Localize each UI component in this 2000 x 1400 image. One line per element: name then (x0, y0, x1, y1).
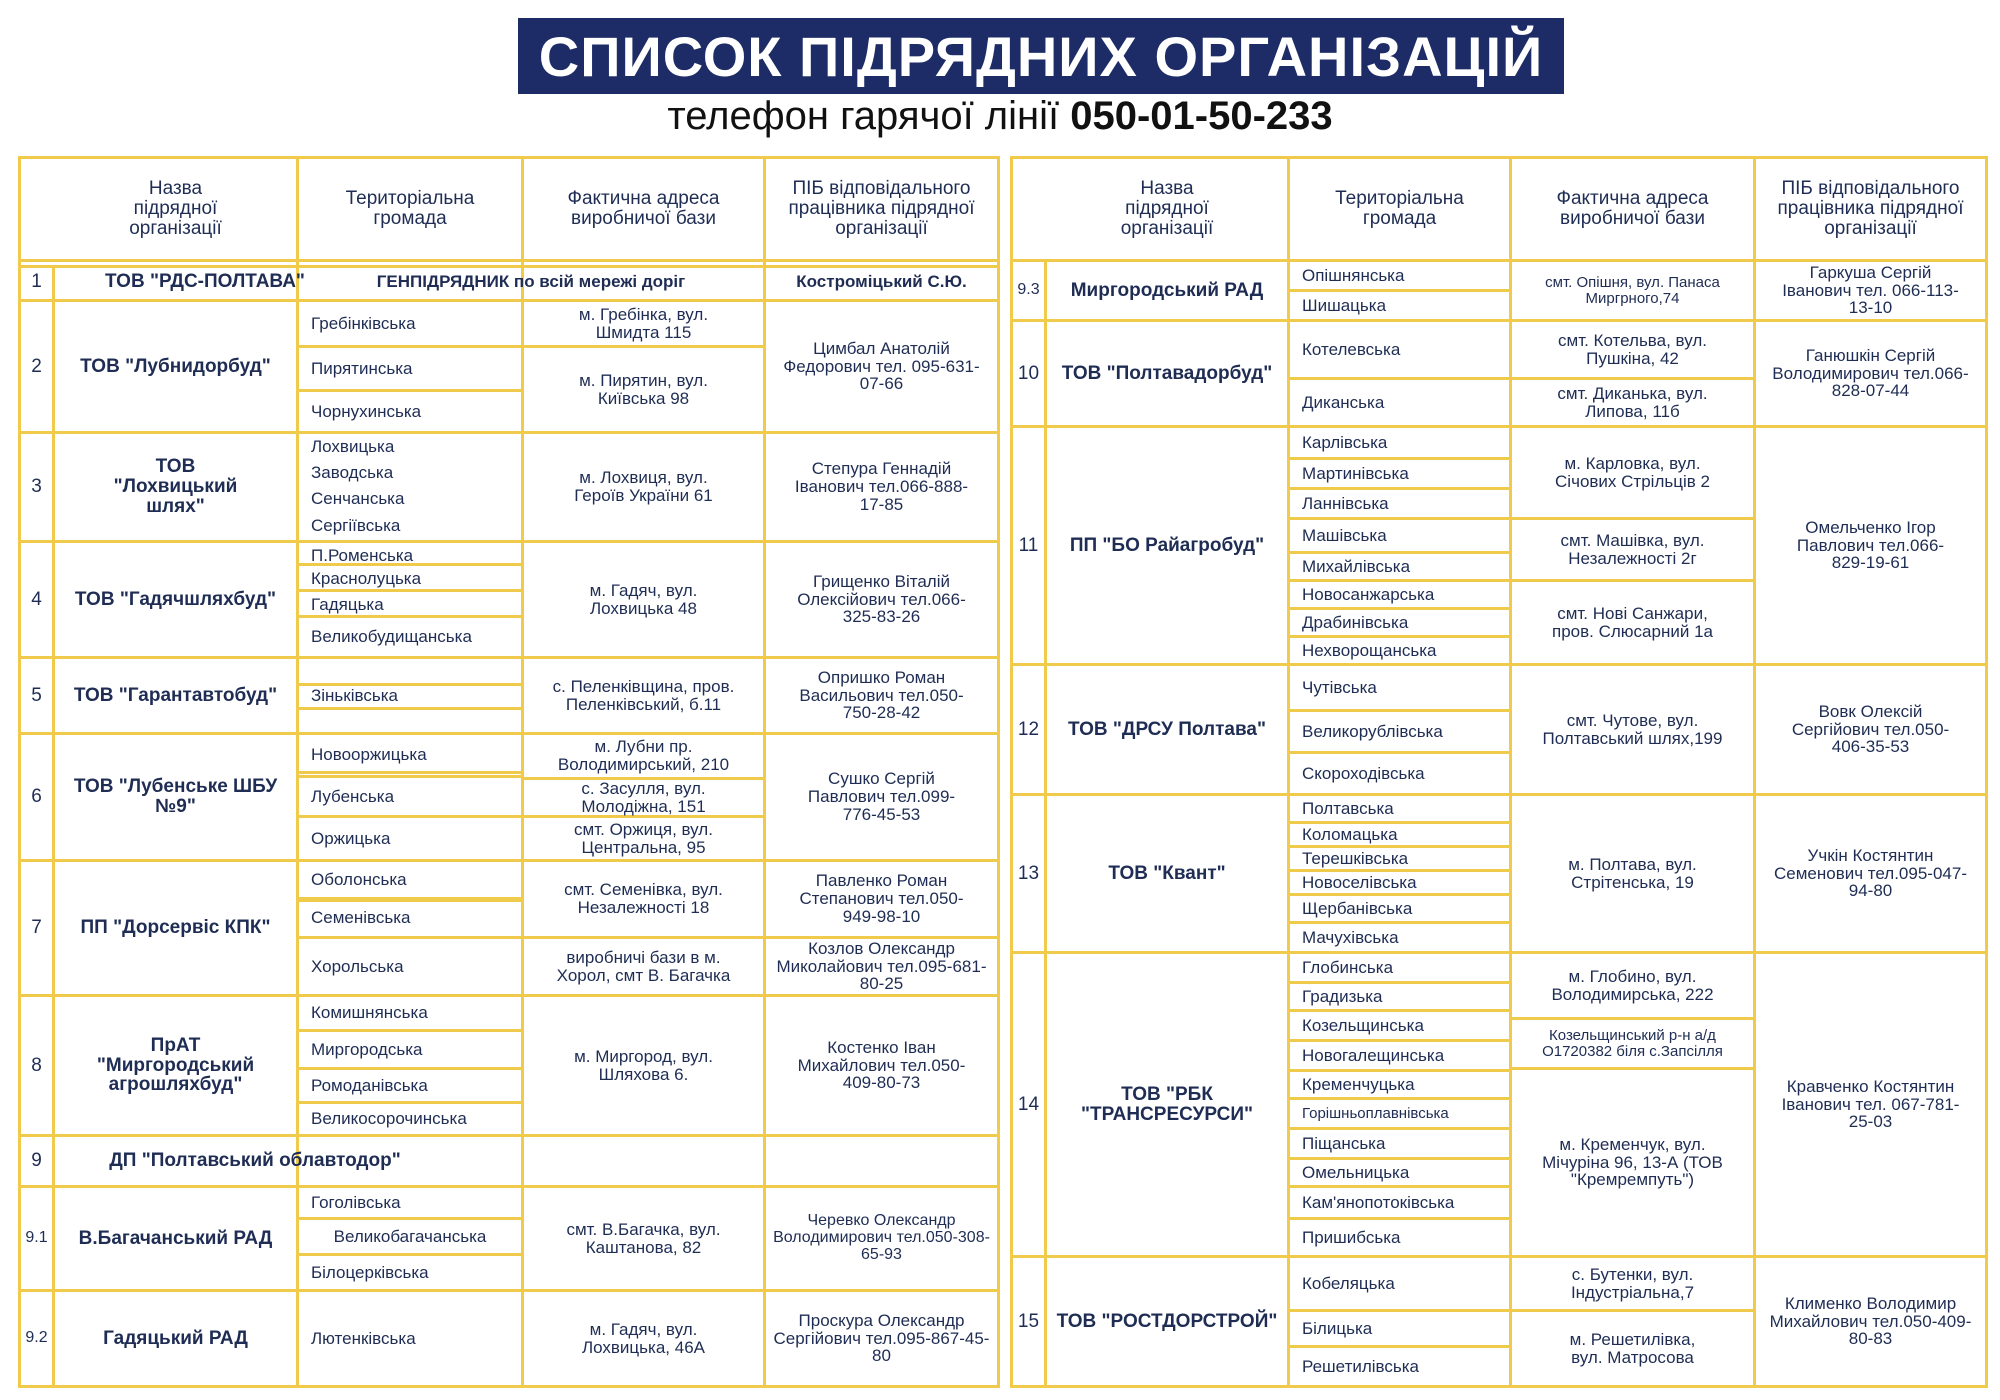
org-name: ТОВ "Лохвицький шлях" (113, 456, 238, 517)
community: Омельницька (1302, 1162, 1410, 1182)
row-number: 8 (31, 1054, 42, 1076)
address: смт. Машівка, вул. Незалежності 2г (1560, 530, 1705, 568)
community: Мачухівська (1302, 927, 1399, 947)
org-name: ТОВ "Лубенське ШБУ №9" (73, 776, 278, 817)
org-name: ТОВ "Лубнидорбуд" (80, 355, 271, 377)
address: смт. Диканька, вул. Липова, 11б (1557, 383, 1708, 421)
responsible-person: Вовк Олексій Сергійович тел.050-406-35-53 (1791, 701, 1950, 757)
org-name: ТОВ "Гадячшляхбуд" (74, 588, 277, 610)
address: Козельщинський р-н а/д О1720382 біля с.Запсілля (1542, 1026, 1723, 1060)
org-name: Гадяцький РАД (103, 1327, 248, 1349)
community: Карлівська (1302, 432, 1388, 452)
community: Білицька (1302, 1318, 1373, 1338)
row-number: 13 (1017, 862, 1040, 884)
row-number: 14 (1017, 1093, 1040, 1115)
community: Сенчанська (311, 489, 405, 509)
community: Скороходівська (1302, 763, 1425, 783)
community: Піщанська (1302, 1133, 1386, 1153)
community: Машівська (1302, 525, 1387, 545)
responsible-person: Кравченко Костянтин Іванович тел. 067-781-25-03 (1781, 1076, 1960, 1132)
responsible-person: Сушко Сергій Павлович тел.099-776-45-53 (807, 769, 956, 824)
row-number: 11 (1018, 534, 1039, 556)
address: с. Пеленківщина, пров. Пеленківський, б.11 (552, 676, 735, 714)
row-number: 9.1 (25, 1229, 48, 1247)
org-name: ПрАТ "Миргородський агрошляхбуд" (96, 1034, 255, 1096)
community: Оржицька (311, 828, 391, 848)
header-person: ПІБ відповідального працівника підрядної організації (788, 178, 975, 239)
address: м. Глобино, вул. Володимирська, 222 (1551, 966, 1714, 1004)
community: Великобудищанська (311, 627, 472, 647)
community: Михайлівська (1302, 556, 1411, 576)
row-number: 10 (1017, 362, 1040, 384)
org-name: ПП "Дорсервіс КПК" (80, 917, 271, 939)
address: м. Гадяч, вул. Лохвицька 48 (589, 580, 698, 618)
community: Сергіївська (311, 516, 401, 536)
header-address: Фактична адреса виробничої бази (1556, 188, 1709, 229)
community: Білоцерківська (311, 1262, 429, 1282)
community: Новосанжарська (1302, 584, 1435, 604)
responsible-person: Грищенко Віталій Олексійович тел.066-325-83-26 (797, 571, 966, 627)
address: смт. Нові Санжари, пров. Слюсарний 1а (1552, 603, 1713, 641)
community: Чорнухинська (311, 401, 422, 421)
row-number: 3 (31, 476, 42, 498)
community: Диканська (1302, 392, 1385, 412)
address: виробничі бази в м. Хорол, смт В. Багачка (556, 947, 731, 985)
row-number: 12 (1017, 718, 1040, 740)
address: смт. Семенівка, вул. Незалежності 18 (564, 880, 723, 917)
community: Лохвицька (311, 437, 395, 457)
hotline-number: 050-01-50-233 (1070, 94, 1333, 138)
responsible-person: Костенко Іван Михайлович тел.050-409-80-73 (797, 1037, 966, 1093)
community: Чутівська (1302, 677, 1377, 697)
community: Кременчуцька (1302, 1074, 1415, 1094)
community: Комишнянська (311, 1003, 428, 1023)
org-name: ТОВ "РБК "ТРАНСРЕСУРСИ" (1081, 1083, 1254, 1125)
responsible-person: Учкін Костянтин Семенович тел.095-047-94-80 (1773, 845, 1967, 901)
org-name: ПП "БО Райагробуд" (1069, 534, 1265, 556)
community: Оболонська (311, 869, 407, 889)
community: Лютенківська (311, 1328, 416, 1348)
community: Ромоданівська (311, 1075, 428, 1095)
responsible-person: Опришко Роман Васильович тел.050-750-28-42 (799, 667, 964, 723)
community: ГЕНПІДРЯДНИК по всій мережі доріг (376, 272, 686, 292)
address: смт. Чутове, вул. Полтавський шлях,199 (1542, 710, 1723, 748)
header-name: Назва підрядної організації (129, 178, 222, 239)
community: Градизька (1302, 986, 1383, 1006)
community: Коломацька (1302, 824, 1398, 844)
row-number: 15 (1017, 1310, 1040, 1332)
address: с. Бутенки, вул. Індустріальна,7 (1570, 1264, 1695, 1302)
hotline-label: телефон гарячої лінії (667, 94, 1060, 138)
community: Миргородська (311, 1039, 423, 1059)
community: Семенівська (311, 908, 411, 928)
responsible-person: Козлов Олександр Миколайович тел.095-681-80-25 (776, 938, 987, 994)
community: Кам'янопотоківська (1302, 1192, 1455, 1212)
address: с. Засулля, вул. Молодіжна, 151 (581, 778, 706, 816)
row-number: 5 (31, 684, 42, 706)
community: Гадяцька (311, 595, 384, 615)
address: м. Гадяч, вул. Лохвицька, 46А (581, 1319, 705, 1357)
community: Полтавська (1302, 798, 1394, 818)
community: Пирятинська (311, 358, 413, 378)
community: Козельщинська (1302, 1015, 1424, 1035)
row-number: 2 (31, 355, 42, 377)
community: Глобинська (1302, 957, 1394, 977)
hotline (0, 94, 2000, 139)
row-number: 4 (31, 588, 42, 610)
address: м. Карловка, вул. Січових Стрільців 2 (1555, 453, 1710, 491)
responsible-person: Клименко Володимир Михайлович тел.050-409-80-83 (1769, 1293, 1972, 1349)
community: Великосорочинська (311, 1109, 467, 1129)
address: смт. Котельва, вул. Пушкіна, 42 (1558, 330, 1707, 368)
community: Заводська (311, 463, 394, 483)
responsible-person: Черевко Олександр Володимирович тел.050-308-65-93 (773, 1212, 990, 1263)
community: Великорублівська (1302, 721, 1443, 741)
community: Решетилівська (1302, 1356, 1420, 1376)
address: м. Миргород, вул. Шляхова 6. (574, 1046, 713, 1084)
org-name: ТОВ "Квант" (1108, 862, 1226, 884)
community: Великобагачанська (333, 1226, 487, 1246)
community: Мартинівська (1302, 463, 1409, 483)
address: м. Решетилівка, вул. Матросова (1569, 1329, 1696, 1367)
org-name: ДП "Полтавський облавтодор" (109, 1150, 401, 1172)
address: м. Кременчук, вул. Мічуріна 96, 13-А (ТОВ "Кремремпуть") (1542, 1134, 1723, 1190)
community: Гребінківська (311, 313, 416, 333)
page-title: СПИСОК ПІДРЯДНИХ ОРГАНІЗАЦІЙ (518, 18, 1564, 94)
community: Щербанівська (1302, 898, 1413, 918)
org-name: ТОВ "РДС-ПОЛТАВА" (105, 271, 305, 293)
org-name: В.Багачанський РАД (78, 1227, 273, 1249)
community: Драбинівська (1302, 612, 1409, 632)
community: Кобеляцька (1302, 1273, 1395, 1293)
address: м. Лубни пр. Володимирський, 210 (557, 737, 730, 774)
community: Новооржицька (311, 745, 427, 765)
row-number: 9 (31, 1150, 42, 1172)
org-name: ТОВ "Полтавадорбуд" (1061, 362, 1273, 384)
header-person: ПІБ відповідального працівника підрядної організації (1777, 178, 1964, 239)
row-number: 1 (31, 271, 42, 293)
address: смт. Опішня, вул. Панаса Миргрного,74 (1545, 273, 1720, 307)
row-number: 9.3 (1017, 281, 1040, 299)
community: Зіньківська (311, 685, 398, 705)
header-address: Фактична адреса виробничої бази (567, 188, 720, 229)
org-name: ТОВ "Гарантавтобуд" (73, 684, 278, 706)
community: Котелевська (1302, 339, 1401, 359)
address: м. Лохвиця, вул. Героїв України 61 (574, 468, 713, 505)
address: м. Пирятин, вул. Київська 98 (579, 370, 708, 408)
community: Новогалещинська (1302, 1045, 1445, 1065)
address: м. Гребінка, вул. Шмидта 115 (578, 304, 709, 342)
header-name: Назва підрядної організації (1120, 178, 1214, 239)
community: Краснолуцька (311, 569, 422, 589)
responsible-person: Проскура Олександр Сергійович тел.095-867-45-80 (773, 1310, 990, 1366)
community: Лубенська (311, 786, 395, 806)
header-community: Територіальна громада (1335, 188, 1464, 229)
org-name: ТОВ "ДРСУ Полтава" (1068, 718, 1266, 740)
community: Ланнівська (1302, 493, 1389, 513)
address: смт. В.Багачка, вул. Каштанова, 82 (566, 1219, 721, 1257)
address: смт. Оржиця, вул. Центральна, 95 (574, 819, 713, 857)
row-number: 7 (31, 917, 42, 939)
row-number: 6 (31, 786, 42, 808)
responsible-person: Омельченко Ігор Павлович тел.066-829-19-61 (1796, 517, 1945, 573)
responsible-person: Ганюшкін Сергій Володимирович тел.066-828-07-44 (1772, 345, 1969, 401)
community: Нехворощанська (1302, 640, 1437, 660)
community: Хорольська (311, 956, 404, 976)
address: м. Полтава, вул. Стрітенська, 19 (1568, 854, 1697, 892)
community: П.Роменська (311, 546, 414, 566)
header-community: Територіальна громада (345, 188, 475, 229)
community: Терешківська (1302, 848, 1409, 868)
responsible-person: Гаркуша Сергій Іванович тел. 066-113-13-10 (1782, 262, 1959, 318)
responsible-person: Костроміцький С.Ю. (796, 272, 967, 292)
community: Опішнянська (1302, 265, 1405, 285)
responsible-person: Павленко Роман Степанович тел.050-949-98-10 (799, 871, 964, 926)
responsible-person: Цимбал Анатолій Федорович тел. 095-631-07-66 (783, 338, 980, 394)
left-table (18, 156, 1000, 1388)
community: Шишацька (1302, 295, 1387, 315)
right-table (1010, 156, 1988, 1388)
row-number: 9.2 (25, 1329, 48, 1347)
community: Гоголівська (311, 1192, 401, 1212)
org-name: Миргородський РАД (1070, 279, 1264, 301)
community: Пришибська (1302, 1227, 1401, 1247)
org-name: ТОВ "РОСТДОРСТРОЙ" (1056, 1310, 1278, 1332)
community: Новоселівська (1302, 872, 1417, 892)
responsible-person: Степура Геннадій Іванович тел.066-888-17-85 (794, 459, 969, 514)
community: Горішньоплавнівська (1302, 1104, 1449, 1122)
